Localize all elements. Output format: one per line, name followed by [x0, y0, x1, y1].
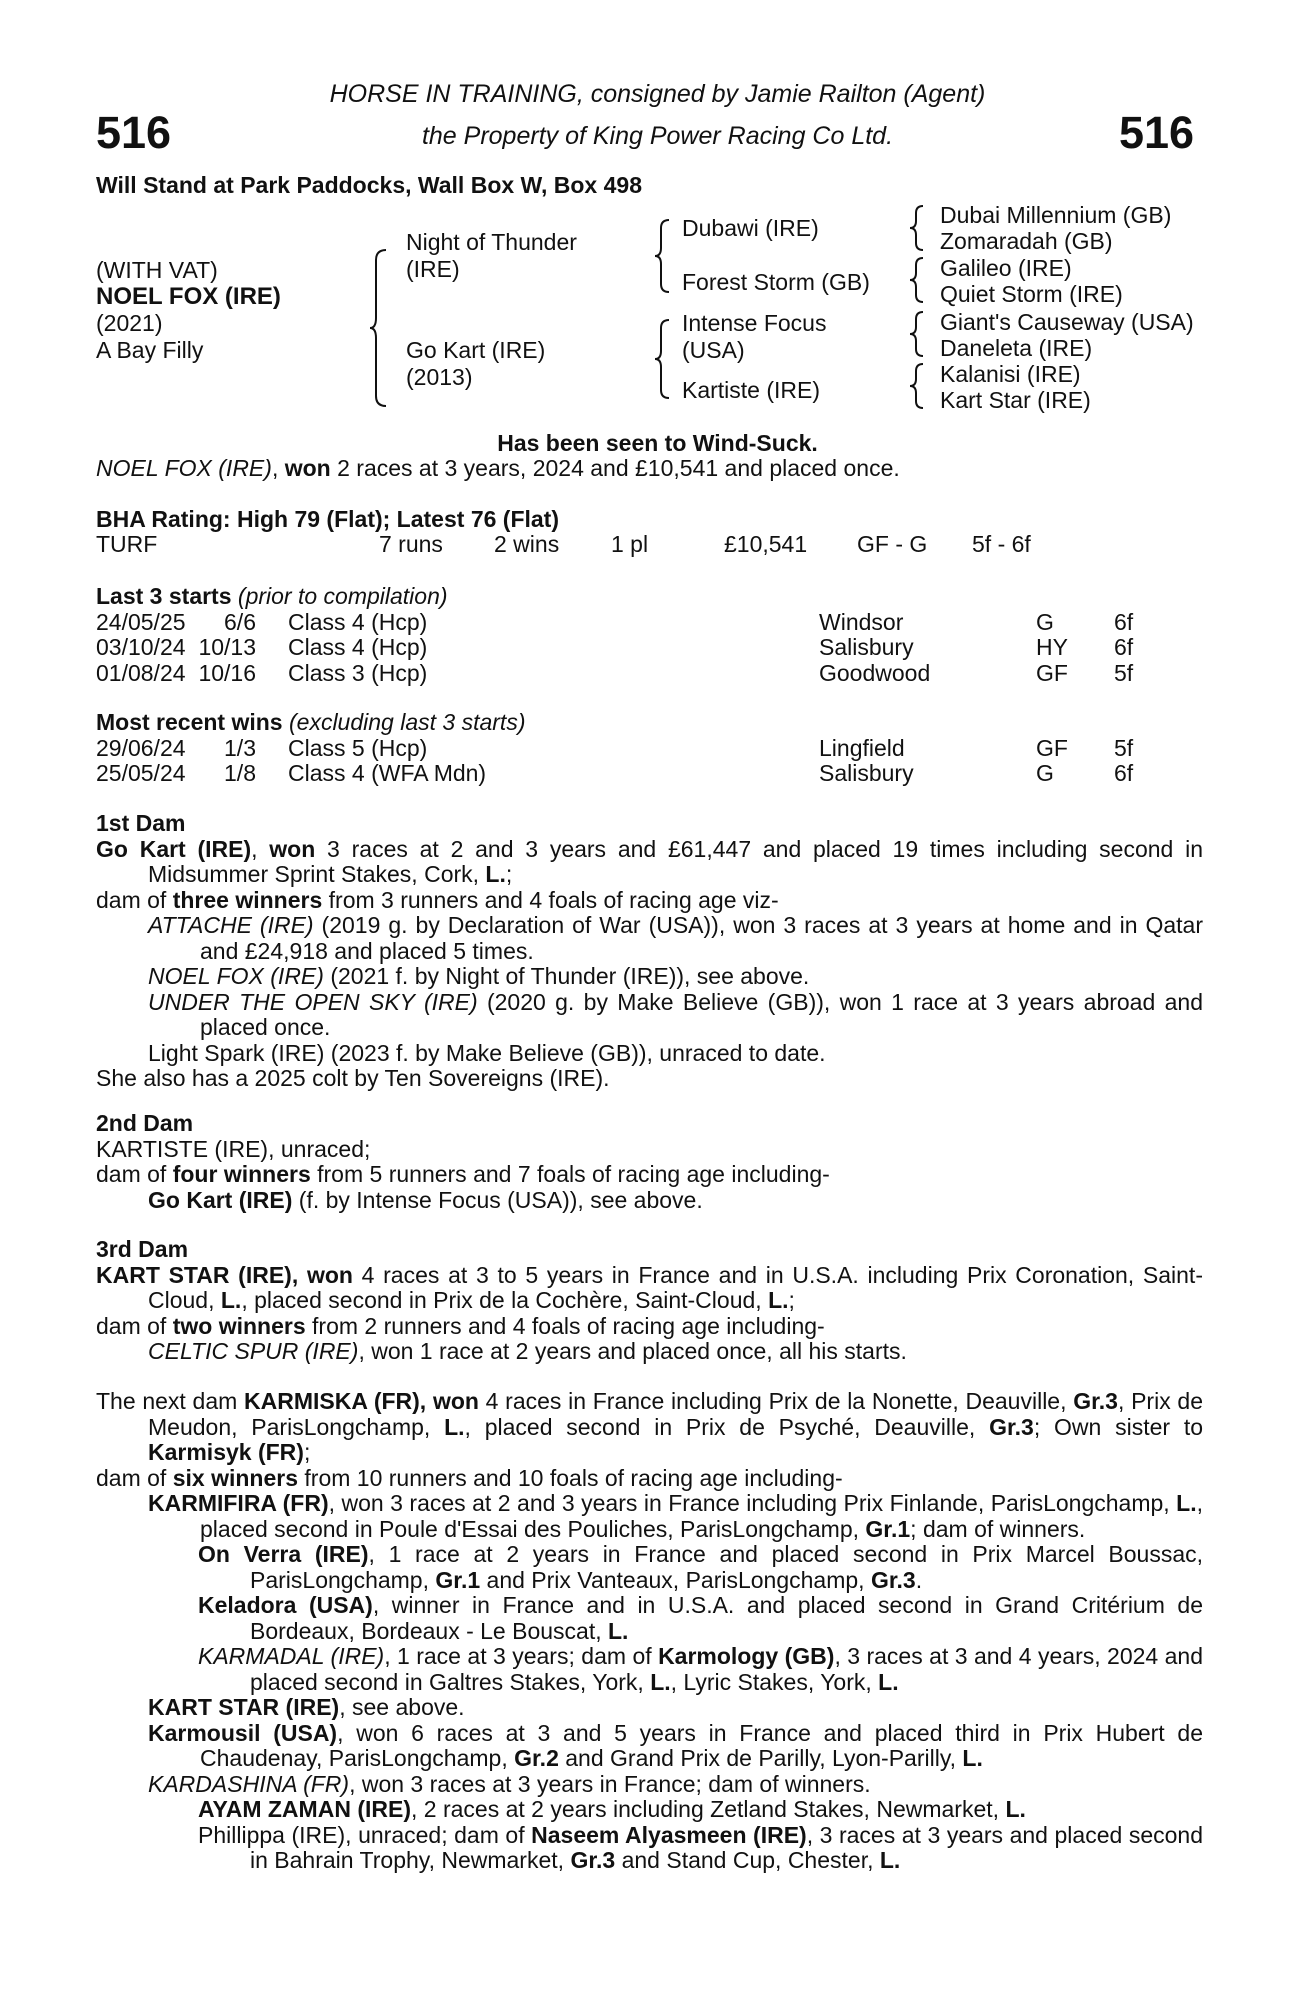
third-dam-produce [96, 1314, 1203, 1340]
text: ; dam of winners. [910, 1515, 1086, 1542]
record-text: 4 races at 3 to 5 years in France and in U.S.A. including Prix Coronation, Saint-Cloud, [148, 1261, 1203, 1313]
group-mark: Gr.1 [865, 1515, 911, 1542]
form-date: 24/05/25 [96, 608, 186, 635]
foal-entry [96, 1188, 1203, 1214]
form-date: 25/05/24 [96, 760, 186, 786]
most-recent-wins [96, 710, 1203, 787]
recent-note: (excluding last 3 starts) [282, 709, 526, 735]
winners-count: four winners [172, 1161, 311, 1187]
winners-count: two winners [172, 1312, 306, 1339]
foal-entry [96, 1695, 1203, 1721]
text: , Lyric Stakes, York, [670, 1668, 879, 1695]
brace-dam [655, 318, 673, 400]
turf-earnings: £10,541 [724, 531, 808, 557]
gen3-ddd: Kart Star (IRE) [940, 387, 1091, 413]
group-mark: Gr.3 [989, 1413, 1034, 1440]
dam-name: Go Kart (IRE) [96, 835, 252, 862]
lot-number-right: 516 [1119, 107, 1195, 158]
group-mark: Gr.3 [870, 1566, 916, 1593]
form-position: 6/6 [224, 608, 256, 635]
listed-mark: L. [878, 1668, 899, 1695]
listed-mark: L. [608, 1617, 629, 1644]
summary-name: NOEL FOX (IRE) [96, 455, 272, 481]
form-date: 29/06/24 [96, 734, 186, 761]
foal-text: , won 1 race at 2 years and placed once, all his starts. [358, 1338, 907, 1364]
text: , won 6 races at 3 and 5 years in France and placed third in Prix Hubert de Chaudenay, ParisLongchamp, [200, 1719, 1203, 1771]
foal-name: AYAM ZAMAN (IRE) [198, 1796, 411, 1822]
recent-heading: Most recent wins [96, 709, 283, 735]
brace-sire [655, 218, 673, 294]
consignor-line: HORSE IN TRAINING, consigned by Jamie Railton (Agent) [329, 80, 986, 108]
first-dam-produce [96, 888, 1203, 914]
foal-name: KARMIFIRA (FR) [148, 1490, 329, 1516]
dam-sire: Intense Focus [682, 310, 827, 336]
form-course: Salisbury [819, 760, 914, 786]
text: , 1 race at 3 years; dam of [384, 1643, 659, 1669]
listed-mark: L. [768, 1287, 789, 1313]
turf-placed: 1 pl [611, 531, 649, 557]
form-class: Class 4 (Hcp) [288, 634, 428, 660]
foal-entry [198, 1542, 1203, 1593]
gen3-sdd: Quiet Storm (IRE) [940, 281, 1123, 307]
text: ; Own sister to [1033, 1413, 1204, 1440]
foal-name: Karmousil (USA) [148, 1719, 338, 1746]
foal-entry [198, 1644, 1203, 1695]
race-summary: NOEL FOX (IRE), won 2 races at 3 years, 2024 and £10,541 and placed once. [96, 455, 900, 481]
foal-name: Naseem Alyasmeen (IRE) [531, 1821, 807, 1848]
foal-text: (2020 g. by Make Believe (GB)), won 1 race at 3 years abroad and placed once. [200, 988, 1203, 1040]
text: , winner in France and in U.S.A. and placed second in Grand Critérium de Bordeaux, Bordeaux - Le Bouscat, [250, 1592, 1203, 1644]
text: , placed second in Poule d'Essai des Pouliches, ParisLongchamp, [200, 1490, 1203, 1542]
third-dam-section [96, 1237, 1203, 1365]
text: dam of [96, 1161, 173, 1187]
also-has-note: She also has a 2025 colt by Ten Sovereigns (IRE). [96, 1065, 610, 1091]
foal-entry [198, 1593, 1203, 1644]
form-class: Class 5 (Hcp) [288, 734, 428, 761]
first-dam-section [96, 811, 1203, 1092]
text: , 3 races at 3 and 4 years, 2024 and placed second in Galtres Stakes, York, [250, 1643, 1204, 1695]
won-label: won [432, 1388, 479, 1414]
foal-name: ATTACHE (IRE) [148, 912, 314, 938]
listed-mark: L. [485, 861, 506, 887]
form-row [96, 736, 1203, 762]
foal-text: (2021 f. by Night of Thunder (IRE)), see above. [323, 963, 810, 989]
second-dam-heading: 2nd Dam [96, 1110, 194, 1136]
stand-location: Will Stand at Park Paddocks, Wall Box W, Box 498 [96, 172, 642, 198]
gen3-ssd: Zomaradah (GB) [940, 228, 1113, 254]
foal-name: CELTIC SPUR (IRE) [148, 1338, 359, 1364]
dam-name: KARMISKA (FR), [244, 1388, 427, 1414]
foal-entry [148, 1491, 1203, 1542]
dam-dam: Kartiste (IRE) [682, 377, 821, 403]
form-going: G [1036, 608, 1054, 635]
form-going: GF [1036, 734, 1068, 761]
horse-year: (2021) [96, 310, 163, 336]
foal-name: UNDER THE OPEN SKY (IRE) [148, 988, 478, 1015]
text: , 2 races at 2 years including Zetland Stakes, Newmarket, [410, 1796, 1006, 1822]
foal-name: Karmology (GB) [658, 1643, 835, 1669]
foal-name: Keladora (USA) [198, 1592, 373, 1618]
group-mark: Gr.2 [514, 1745, 559, 1771]
foal-name: KARMADAL (IRE) [198, 1643, 385, 1669]
text: . [915, 1566, 923, 1593]
listed-mark: L. [1005, 1796, 1026, 1822]
foal-text: (2019 g. by Declaration of War (USA)), won 3 races at 3 years at home and in Qatar and £24,918 and placed 5 times. [200, 912, 1203, 964]
group-mark: Gr.1 [435, 1566, 481, 1593]
text: from 2 runners and 4 foals of racing age including- [305, 1312, 825, 1339]
turf-runs: 7 runs [379, 531, 443, 557]
bha-rating: BHA Rating: High 79 (Flat); Latest 76 (Flat) [96, 506, 559, 532]
second-dam-produce [96, 1162, 1203, 1188]
record-text: 3 races at 2 and 3 years and £61,447 and placed 19 times including second in Midsummer Sprint Stakes, Cork, [148, 835, 1203, 887]
turf-wins: 2 wins [494, 531, 560, 557]
last3-note: (prior to compilation) [231, 583, 448, 609]
record-text: , placed second in Prix de la Cochère, Saint-Cloud, [241, 1287, 769, 1313]
form-going: HY [1036, 634, 1068, 660]
text: , 1 race at 2 years in France and placed second in Prix Marcel Boussac, ParisLongchamp, [250, 1541, 1204, 1593]
foal-entry [148, 913, 1203, 964]
vat-note: (WITH VAT) [96, 257, 218, 283]
foal-name: Go Kart (IRE) [148, 1186, 293, 1213]
form-row [96, 761, 1203, 787]
text: , 3 races at 3 years and placed second in Bahrain Trophy, Newmarket, [250, 1821, 1203, 1873]
form-class: Class 4 (WFA Mdn) [288, 760, 487, 786]
form-distance: 6f [1114, 634, 1134, 660]
summary-text: 2 races at 3 years, 2024 and £10,541 and placed once. [330, 455, 900, 481]
brace-3b [910, 256, 926, 304]
form-row [96, 661, 1203, 687]
sister-name: Karmisyk (FR) [148, 1439, 304, 1465]
form-row [96, 610, 1203, 636]
listed-mark: L. [220, 1287, 242, 1313]
turf-distance: 5f - 6f [972, 531, 1031, 557]
sire-country: (IRE) [406, 256, 460, 282]
dam-name: KART STAR (IRE), [96, 1261, 299, 1288]
form-class: Class 4 (Hcp) [288, 608, 428, 635]
form-class: Class 3 (Hcp) [288, 659, 428, 686]
third-dam-heading: 3rd Dam [96, 1236, 189, 1262]
brace-3c [910, 310, 926, 358]
horse-name: NOEL FOX (IRE) [96, 283, 281, 310]
third-dam-record [96, 1263, 1203, 1314]
form-going: GF [1036, 659, 1068, 686]
won-label: won [306, 1261, 353, 1288]
form-course: Salisbury [819, 634, 914, 660]
turf-label: TURF [96, 531, 158, 557]
text: ; [303, 1439, 311, 1465]
form-position: 10/16 [198, 659, 256, 686]
text: , see above. [339, 1694, 465, 1720]
next-dam-produce [96, 1466, 1203, 1492]
dam-year: (2013) [406, 364, 473, 390]
text: from 10 runners and 10 foals of racing age including- [298, 1464, 843, 1491]
foal-entry [96, 1797, 1203, 1823]
foal-entry [148, 964, 1203, 990]
form-going: G [1036, 760, 1054, 786]
text: dam of [96, 1464, 173, 1491]
property-line: the Property of King Power Racing Co Ltd. [421, 122, 894, 150]
text: and Grand Prix de Parilly, Lyon-Parilly, [558, 1745, 963, 1771]
gen3-sds: Galileo (IRE) [940, 255, 1072, 281]
form-position: 1/3 [224, 734, 256, 761]
brace-gen1 [370, 248, 392, 408]
gen3-dsd: Daneleta (IRE) [940, 335, 1093, 361]
first-dam-record: Go Kart (IRE), won 3 races at 2 and 3 years and £61,447 and placed 19 times including second in Midsummer Sprint Stakes, Cork, L.; [96, 835, 1203, 887]
foal-name: KARDASHINA (FR) [148, 1770, 350, 1797]
next-dam-section [96, 1389, 1203, 1874]
winners-count: six winners [172, 1464, 298, 1491]
won-label: won [269, 835, 316, 862]
text: dam of [96, 1312, 173, 1339]
gen3-dss: Giant's Causeway (USA) [940, 309, 1194, 335]
group-mark: Gr.3 [1073, 1388, 1118, 1414]
gen3-dds: Kalanisi (IRE) [940, 361, 1081, 387]
sire-name: Night of Thunder [406, 229, 577, 255]
horse-description: A Bay Filly [96, 337, 204, 363]
foal-entry: Light Spark (IRE) (2023 f. by Make Believe (GB)), unraced to date. [148, 1039, 826, 1066]
winners-count: three winners [172, 886, 323, 913]
text: , placed second in Prix de Psyché, Deauville, [464, 1413, 990, 1440]
text: Phillippa (IRE), unraced; dam of [198, 1821, 532, 1848]
form-course: Windsor [819, 608, 904, 635]
text: The next dam [96, 1388, 245, 1414]
last-3-starts [96, 584, 1203, 686]
brace-3d [910, 362, 926, 410]
summary-won: won [284, 455, 331, 481]
form-distance: 6f [1114, 760, 1134, 786]
gen3-sss: Dubai Millennium (GB) [940, 202, 1172, 228]
foal-name: On Verra (IRE) [198, 1541, 369, 1567]
record-text: ; [788, 1287, 795, 1313]
foal-entry [96, 1339, 1203, 1365]
form-position: 1/8 [224, 760, 256, 786]
brace-3a [910, 204, 926, 252]
foal-name: NOEL FOX (IRE) [148, 963, 324, 989]
listed-mark: L. [444, 1413, 465, 1440]
record-text: ; [505, 861, 513, 887]
group-mark: Gr.3 [570, 1847, 616, 1873]
turf-going: GF - G [857, 531, 928, 557]
form-distance: 5f [1114, 659, 1134, 686]
sire-sire: Dubawi (IRE) [682, 215, 819, 241]
sire-dam: Forest Storm (GB) [682, 269, 870, 295]
second-dam-record: KARTISTE (IRE), unraced; [96, 1135, 371, 1162]
form-position: 10/13 [198, 634, 256, 660]
text: and Stand Cup, Chester, [615, 1847, 880, 1873]
text: , won 3 races at 3 years in France; dam of winners. [349, 1770, 871, 1797]
foal-name: KART STAR (IRE) [148, 1694, 340, 1720]
dam-sire-country: (USA) [682, 337, 745, 363]
listed-mark: L. [650, 1668, 671, 1695]
turf-record [96, 532, 1203, 558]
form-course: Goodwood [819, 659, 931, 686]
wind-suck-notice: Has been seen to Wind-Suck. [497, 430, 818, 456]
second-dam-section [96, 1111, 1203, 1213]
form-distance: 5f [1114, 734, 1134, 761]
form-course: Lingfield [819, 734, 905, 761]
listed-mark: L. [962, 1745, 983, 1771]
text: from 5 runners and 7 foals of racing age including- [310, 1161, 830, 1187]
text: , Prix de Meudon, ParisLongchamp, [148, 1388, 1204, 1440]
text: , won 3 races at 2 and 3 years in France including Prix Finlande, ParisLongchamp, [328, 1490, 1177, 1516]
foal-entry [96, 1772, 1203, 1798]
text: from 3 runners and 4 foals of racing age viz- [322, 886, 779, 913]
form-row [96, 635, 1203, 661]
foal-text: (f. by Intense Focus (USA)), see above. [292, 1186, 703, 1213]
text: 4 races in France including Prix de la Nonette, Deauville, [478, 1388, 1074, 1414]
listed-mark: L. [879, 1847, 901, 1873]
text: and Prix Vanteaux, ParisLongchamp, [480, 1566, 871, 1593]
dam-name: Go Kart (IRE) [406, 337, 546, 363]
foal-entry [148, 990, 1203, 1041]
first-dam-heading: 1st Dam [96, 810, 186, 836]
next-dam-record [96, 1389, 1203, 1466]
form-date: 01/08/24 [96, 659, 186, 686]
form-date: 03/10/24 [96, 634, 186, 660]
lot-number-left: 516 [96, 107, 172, 158]
last3-heading: Last 3 starts [96, 583, 232, 609]
listed-mark: L. [1176, 1490, 1197, 1516]
form-distance: 6f [1114, 608, 1134, 635]
foal-entry [148, 1721, 1203, 1772]
foal-entry [198, 1823, 1203, 1874]
text: dam of [96, 886, 173, 913]
